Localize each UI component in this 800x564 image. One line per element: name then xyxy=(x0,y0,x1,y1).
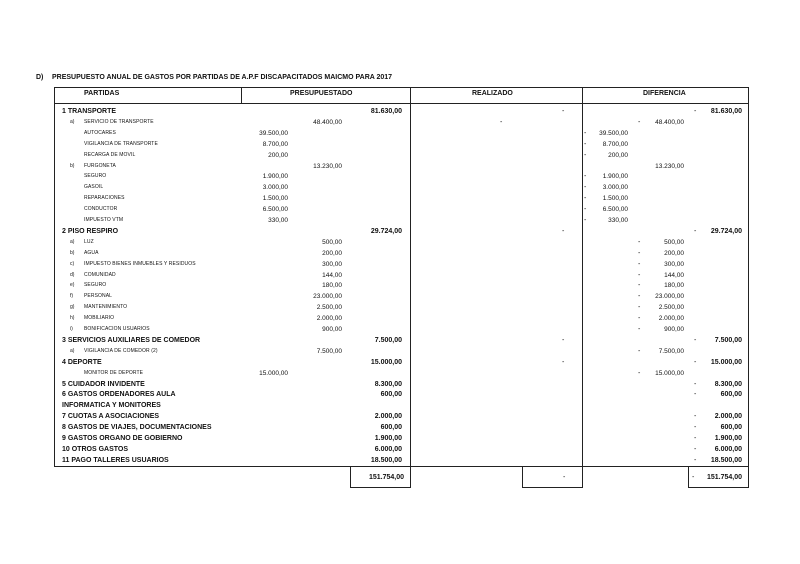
row-label: 3 SERVICIOS AUXILIARES DE COMEDOR xyxy=(62,336,201,344)
header-partidas: PARTIDAS xyxy=(84,90,120,97)
table-row xyxy=(0,193,800,204)
row-letter: h) xyxy=(70,315,75,322)
difference-dash: - xyxy=(584,140,587,148)
table-row xyxy=(0,368,800,379)
total-presupuestado: 151.754,00 xyxy=(368,474,404,481)
row-label: 6 GASTOS ORDENADORES AULA xyxy=(62,391,176,399)
header-realizado: REALIZADO xyxy=(472,90,513,97)
table-row xyxy=(0,215,800,226)
difference-dash: - xyxy=(638,326,641,333)
detail-amount: 1.900,00 xyxy=(262,173,288,181)
subtotal-amount: 7.500,00 xyxy=(316,347,342,355)
header-presupuestado: PRESUPUESTADO xyxy=(290,90,353,97)
total-amount: 1.900,00 xyxy=(374,435,402,442)
subtotal-amount: 500,00 xyxy=(322,238,342,246)
table-row xyxy=(0,117,800,128)
difference-dash: - xyxy=(638,282,641,290)
title-text: PRESUPUESTO ANUAL DE GASTOS POR PARTIDAS DE A.P.F DISCAPACITADOS MAICMO PARA 2017 xyxy=(52,74,393,81)
row-label: SEGURO xyxy=(84,282,107,289)
row-letter: i) xyxy=(70,326,73,332)
row-label: 9 GASTOS ORGANO DE GOBIERNO xyxy=(62,435,183,442)
row-label: 1 TRANSPORTE xyxy=(62,108,117,115)
difference-subtotal: 900,00 xyxy=(664,326,684,333)
difference-subtotal: 13.230,00 xyxy=(655,162,684,170)
difference-total: 81.630,00 xyxy=(710,108,742,115)
difference-subtotal: 15.000,00 xyxy=(655,369,684,377)
difference-subtotal: 500,00 xyxy=(664,238,684,246)
total-presupuestado-box xyxy=(350,466,411,488)
difference-dash: - xyxy=(584,206,587,214)
row-label: MANTENIMIENTO xyxy=(84,304,128,311)
row-label: 4 DEPORTE xyxy=(62,358,102,366)
subtotal-amount: 200,00 xyxy=(322,249,342,257)
difference-dash: - xyxy=(638,238,641,246)
difference-total: 600,00 xyxy=(720,424,742,432)
total-amount: 600,00 xyxy=(380,424,402,432)
difference-subtotal: 48.400,00 xyxy=(655,118,684,126)
detail-amount: 330,00 xyxy=(268,217,288,224)
row-letter: d) xyxy=(70,271,75,278)
detail-amount: 3.000,00 xyxy=(262,184,288,192)
total-amount: 81.630,00 xyxy=(370,108,402,115)
row-letter: a) xyxy=(70,347,75,354)
table-row xyxy=(0,182,800,193)
total-amount: 15.000,00 xyxy=(370,358,402,366)
difference-dash: - xyxy=(584,195,587,203)
header-diferencia: DIFERENCIA xyxy=(643,90,686,97)
total-amount: 7.500,00 xyxy=(374,336,402,344)
difference-dash: - xyxy=(694,108,697,115)
table-row xyxy=(0,259,800,270)
row-letter: a) xyxy=(70,118,75,125)
row-label: 8 GASTOS DE VIAJES, DOCUMENTACIONES xyxy=(62,424,212,432)
difference-detail: 200,00 xyxy=(608,151,628,159)
table-row xyxy=(0,248,800,259)
row-label: 5 CUIDADOR INVIDENTE xyxy=(62,380,145,388)
difference-dash: - xyxy=(694,380,697,388)
table-row xyxy=(0,379,800,390)
row-label: LUZ xyxy=(84,238,94,245)
subtotal-amount: 2.000,00 xyxy=(316,315,342,323)
total-realizado-box xyxy=(522,466,583,488)
table-row xyxy=(0,106,800,117)
row-label: SEGURO xyxy=(84,173,107,180)
total-realizado: - xyxy=(563,474,566,481)
difference-dash: - xyxy=(584,129,587,137)
table-row xyxy=(0,389,800,400)
row-label: IMPUESTO VTM xyxy=(84,217,124,223)
difference-detail: 6.500,00 xyxy=(602,206,628,214)
row-label: 2 PISO RESPIRO xyxy=(62,227,119,235)
table-row xyxy=(0,270,800,281)
subtotal-amount: 23.000,00 xyxy=(313,293,342,301)
difference-detail: 1.500,00 xyxy=(602,195,628,203)
difference-dash: - xyxy=(694,358,697,366)
row-label: RECARGA DE MOVIL xyxy=(84,151,136,158)
total-diferencia: 151.754,00 xyxy=(706,474,742,481)
table-row xyxy=(0,400,800,411)
row-label: AGUA xyxy=(84,249,99,256)
subtotal-amount: 13.230,00 xyxy=(313,162,342,170)
row-letter: b) xyxy=(70,162,75,169)
realized-value: - xyxy=(562,227,565,235)
difference-total: 18.500,00 xyxy=(710,456,742,464)
table-row xyxy=(0,357,800,368)
difference-dash: - xyxy=(638,369,641,377)
detail-amount: 8.700,00 xyxy=(262,140,288,148)
difference-detail: 39.500,00 xyxy=(599,129,628,137)
header-divider-1 xyxy=(241,87,242,103)
section-letter: D) xyxy=(36,74,44,81)
difference-subtotal: 2.500,00 xyxy=(658,304,684,312)
row-label: COMUNIDAD xyxy=(84,271,116,278)
difference-total: 600,00 xyxy=(720,391,742,399)
table-row xyxy=(0,128,800,139)
difference-dash: - xyxy=(584,173,587,181)
header-bottom-border xyxy=(54,103,748,104)
row-letter: g) xyxy=(70,304,75,311)
row-label: REPARACIONES xyxy=(84,195,125,202)
row-letter: b) xyxy=(70,249,75,256)
realized-value: - xyxy=(500,118,503,126)
difference-subtotal: 23.000,00 xyxy=(655,293,684,301)
difference-dash: - xyxy=(584,151,587,159)
total-diferencia-box xyxy=(688,466,749,488)
difference-subtotal: 200,00 xyxy=(664,249,684,257)
difference-total: 6.000,00 xyxy=(714,445,742,453)
realized-value: - xyxy=(562,336,565,344)
row-label: 7 CUOTAS A ASOCIACIONES xyxy=(62,413,160,421)
difference-dash: - xyxy=(638,271,641,279)
difference-dash: - xyxy=(638,304,641,312)
difference-dash: - xyxy=(638,118,641,126)
difference-subtotal: 2.000,00 xyxy=(658,315,684,323)
table-top-border xyxy=(54,87,748,88)
subtotal-amount: 48.400,00 xyxy=(313,118,342,126)
total-diferencia-dash: - xyxy=(692,474,695,481)
row-label: MOBILIARIO xyxy=(84,315,115,322)
row-label: CONDUCTOR xyxy=(84,206,118,213)
table-row xyxy=(0,161,800,172)
row-label: 11 PAGO TALLERES USUARIOS xyxy=(62,456,169,464)
table-row xyxy=(0,280,800,291)
difference-dash: - xyxy=(694,336,697,344)
table-row xyxy=(0,335,800,346)
difference-detail: 1.900,00 xyxy=(602,173,628,181)
difference-dash: - xyxy=(584,184,587,192)
difference-dash: - xyxy=(694,456,697,464)
difference-dash: - xyxy=(638,293,641,301)
difference-dash: - xyxy=(638,249,641,257)
total-amount: 2.000,00 xyxy=(374,413,402,421)
row-label: VIGILANCIA DE TRANSPORTE xyxy=(84,140,158,147)
row-letter: c) xyxy=(70,260,75,267)
table-row xyxy=(0,433,800,444)
row-label: 10 OTROS GASTOS xyxy=(62,445,128,453)
table-row xyxy=(0,302,800,313)
difference-detail: 330,00 xyxy=(608,217,628,224)
table-row xyxy=(0,411,800,422)
difference-dash: - xyxy=(694,445,697,453)
subtotal-amount: 300,00 xyxy=(322,260,342,268)
table-row xyxy=(0,291,800,302)
difference-subtotal: 180,00 xyxy=(664,282,684,290)
difference-dash: - xyxy=(694,391,697,399)
subtotal-amount: 2.500,00 xyxy=(316,304,342,312)
difference-dash: - xyxy=(638,315,641,323)
difference-detail: 8.700,00 xyxy=(602,140,628,148)
difference-total: 8.300,00 xyxy=(714,380,742,388)
row-label: GASOIL xyxy=(84,184,104,191)
difference-dash: - xyxy=(694,424,697,432)
difference-total: 29.724,00 xyxy=(710,227,742,235)
row-letter: a) xyxy=(70,238,75,245)
row-label: VIGILANCIA DE COMEDOR (2) xyxy=(84,347,158,354)
total-amount: 29.724,00 xyxy=(370,227,402,235)
row-label: IMPUESTO BIENES INMUEBLES Y RESIDUOS xyxy=(84,260,196,267)
row-letter: e) xyxy=(70,282,75,289)
difference-total: 15.000,00 xyxy=(710,358,742,366)
total-amount: 8.300,00 xyxy=(374,380,402,388)
row-label: FURGONETA xyxy=(84,162,116,169)
realized-value: - xyxy=(562,108,565,115)
table-row xyxy=(0,150,800,161)
difference-total: 1.900,00 xyxy=(714,435,742,442)
total-amount: 18.500,00 xyxy=(370,456,402,464)
row-label: SERVICIO DE TRANSPORTE xyxy=(84,118,154,125)
detail-amount: 200,00 xyxy=(268,151,288,159)
total-amount: 6.000,00 xyxy=(374,445,402,453)
detail-amount: 39.500,00 xyxy=(259,129,288,137)
subtotal-amount: 144,00 xyxy=(322,271,342,279)
difference-dash: - xyxy=(694,227,697,235)
table-row xyxy=(0,455,800,466)
table-row xyxy=(0,422,800,433)
difference-dash: - xyxy=(638,260,641,268)
realized-value: - xyxy=(562,358,565,366)
table-row xyxy=(0,444,800,455)
detail-amount: 6.500,00 xyxy=(262,206,288,214)
table-row xyxy=(0,346,800,357)
total-amount: 600,00 xyxy=(380,391,402,399)
row-label: PERSONAL xyxy=(84,293,113,300)
table-row xyxy=(0,171,800,182)
difference-dash: - xyxy=(638,347,641,355)
row-label: BONIFICACION USUARIOS xyxy=(84,326,150,332)
document-title xyxy=(36,74,392,81)
difference-dash: - xyxy=(584,217,587,224)
difference-subtotal: 300,00 xyxy=(664,260,684,268)
table-row xyxy=(0,139,800,150)
difference-dash: - xyxy=(694,413,697,421)
row-label: AUTOCARES xyxy=(84,129,116,136)
difference-subtotal: 7.500,00 xyxy=(658,347,684,355)
row-label: INFORMATICA Y MONITORES xyxy=(62,402,161,410)
detail-amount: 15.000,00 xyxy=(259,369,288,377)
table-row xyxy=(0,313,800,324)
row-letter: f) xyxy=(70,293,74,300)
difference-dash: - xyxy=(694,435,697,442)
subtotal-amount: 900,00 xyxy=(322,326,342,333)
difference-subtotal: 144,00 xyxy=(664,271,684,279)
difference-total: 2.000,00 xyxy=(714,413,742,421)
row-label: MONITOR DE DEPORTE xyxy=(84,369,144,376)
subtotal-amount: 180,00 xyxy=(322,282,342,290)
table-row xyxy=(0,237,800,248)
table-row xyxy=(0,204,800,215)
difference-detail: 3.000,00 xyxy=(602,184,628,192)
table-row xyxy=(0,226,800,237)
difference-total: 7.500,00 xyxy=(714,336,742,344)
detail-amount: 1.500,00 xyxy=(262,195,288,203)
table-row xyxy=(0,324,800,335)
